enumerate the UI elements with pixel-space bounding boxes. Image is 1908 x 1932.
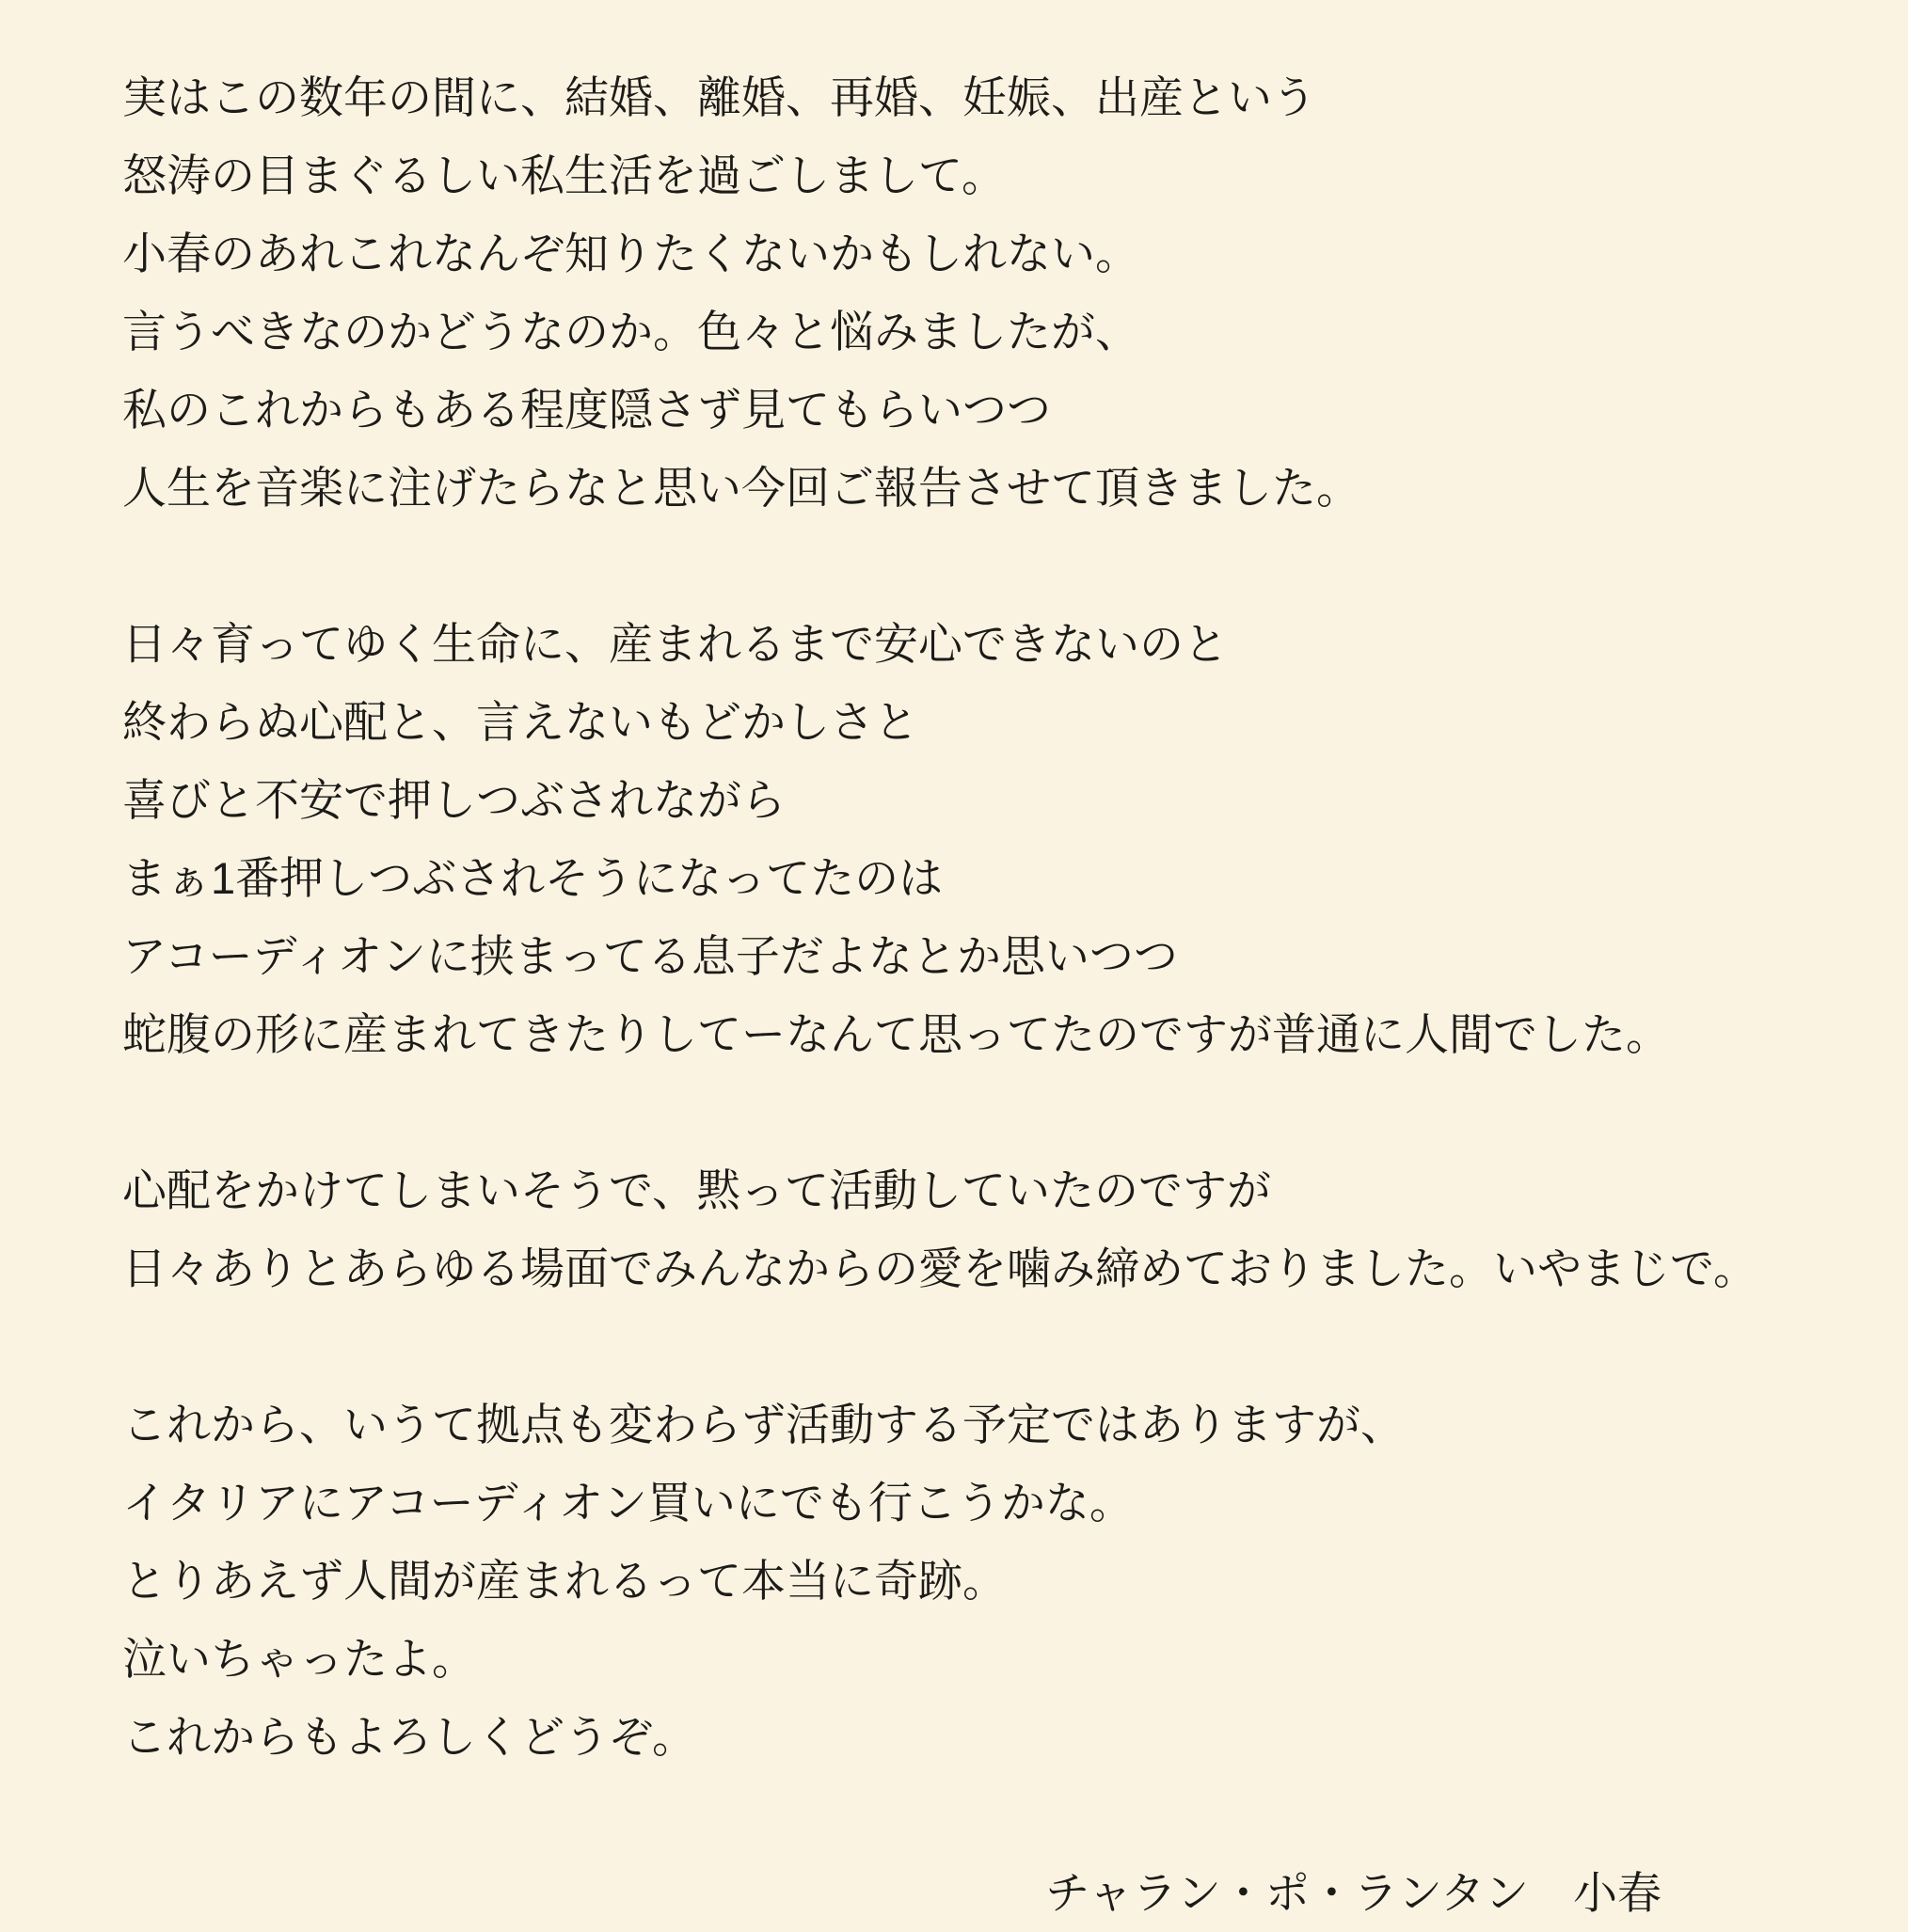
letter-line: 実はこの数年の間に、結婚、離婚、再婚、妊娠、出産という [122,72,1316,122]
letter-line: 日々育ってゆく生命に、産まれるまで安心できないのと [122,619,1228,669]
paragraph-future [122,1386,1823,1776]
letter-line: 小春のあれこれなんぞ知りたくないかもしれない。 [122,229,1139,278]
letter-line: これからもよろしくどうぞ。 [122,1712,697,1762]
letter-line: これから、いうて拠点も変わらず活動する予定ではありますが、 [122,1400,1405,1449]
signature: チャラン・ポ・ランタン 小春 [1045,1868,1662,1918]
letter-line: 言うべきなのかどうなのか。色々と悩みましたが、 [122,307,1139,356]
letter-line: 喜びと不安で押しつぶされながら [122,775,786,825]
paragraph-gratitude [122,1151,1823,1307]
letter-line: 泣いちゃったよ。 [122,1634,476,1684]
letter-line: アコーディオンに挟まってる息子だよなとか思いつつ [122,931,1178,981]
letter-line: 怒涛の目まぐるしい私生活を過ごしまして。 [122,150,1007,200]
paragraph-pregnancy [122,605,1823,1073]
letter-line: 終わらぬ心配と、言えないもどかしさと [122,697,918,747]
letter-line: 心配をかけてしまいそうで、黙って活動していたのですが [122,1165,1272,1215]
letter-line: 日々ありとあらゆる場面でみんなからの愛を噛み締めておりました。いやまじで。 [122,1243,1758,1293]
letter-line: まぁ1番押しつぶされそうになってたのは [122,853,944,903]
letter-line: とりあえず人間が産まれるって本当に奇跡。 [122,1556,1007,1606]
letter-line: 私のこれからもある程度隠さず見てもらいつつ [122,385,1051,435]
letter-line: 人生を音楽に注げたらなと思い今回ご報告させて頂きました。 [122,463,1360,513]
letter-line: イタリアにアコーディオン買いにでも行こうかな。 [122,1478,1134,1528]
letter-line: 蛇腹の形に産まれてきたりしてーなんて思ってたのですが普通に人間でした。 [122,1009,1670,1059]
paragraph-intro [122,58,1823,527]
